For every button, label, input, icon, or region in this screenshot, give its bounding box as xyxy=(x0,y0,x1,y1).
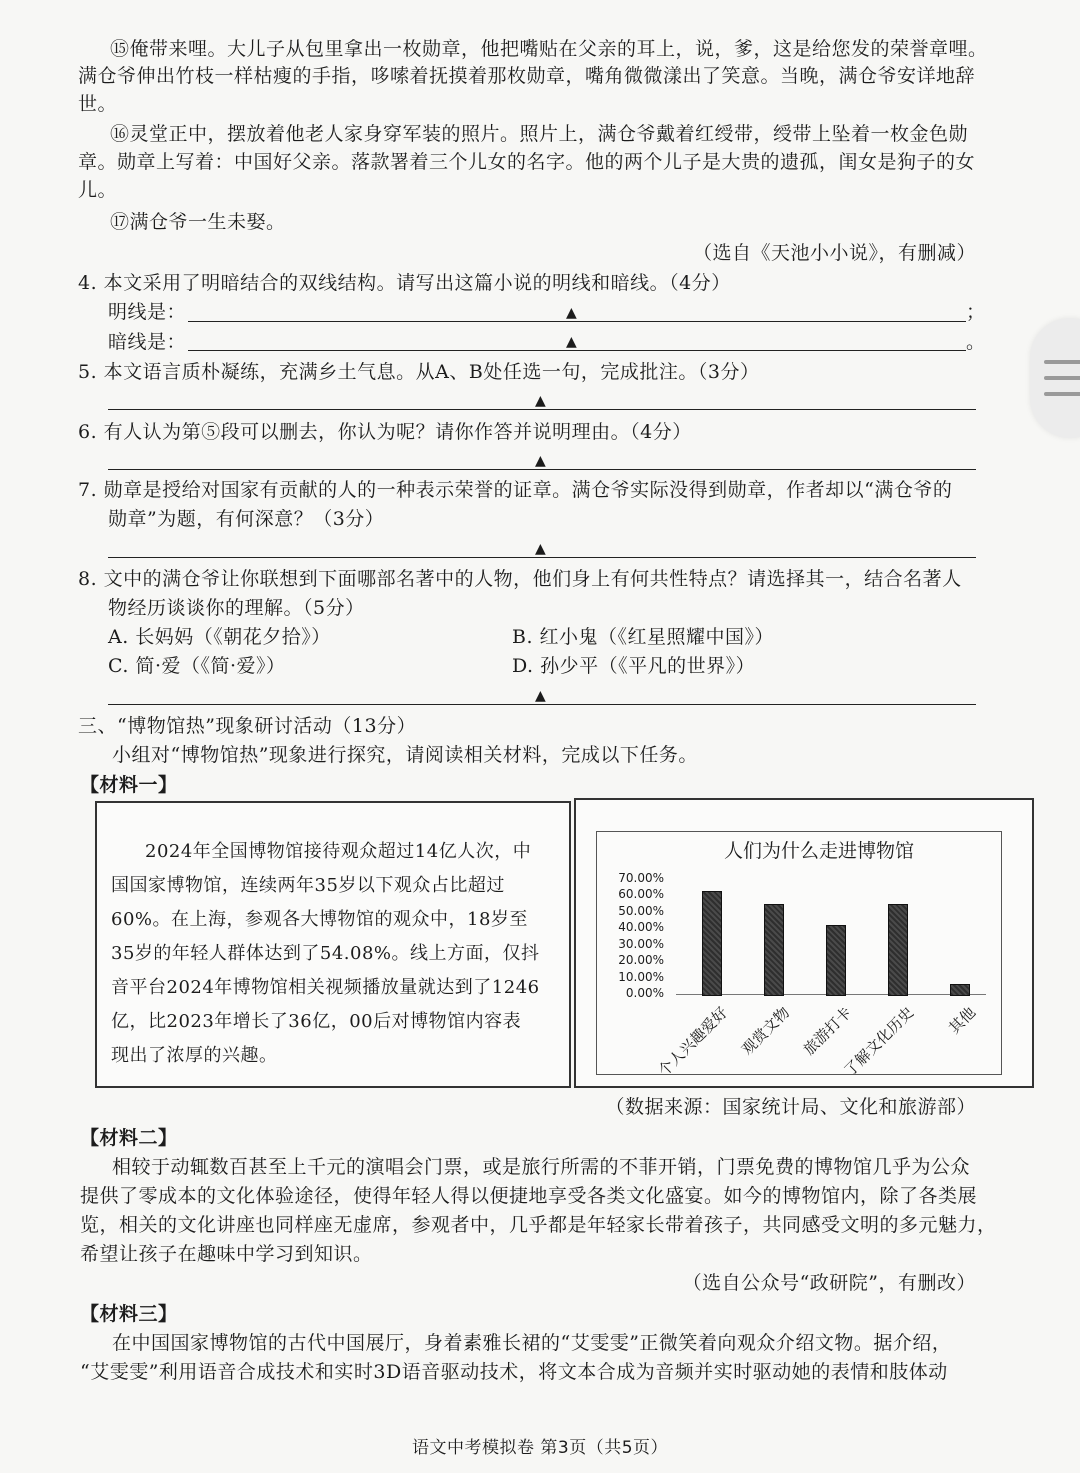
question-4-mingxian-answer-line xyxy=(188,321,966,322)
material-2-line-1: 相较于动辄数百甚至上千元的演唱会门票，或是旅行所需的不菲开销，门票免费的博物馆几乎为公众 xyxy=(112,1156,971,1178)
chart-x-label-2: 观赏文物 xyxy=(737,1003,794,1059)
chart-y-tick: 0.00% xyxy=(625,986,664,1000)
question-8-option-a: A. 长妈妈（《朝花夕拾》） xyxy=(108,626,331,648)
section-3-intro: 小组对“博物馆热”现象进行探究，请阅读相关材料，完成以下任务。 xyxy=(112,744,698,766)
chart-x-label-4: 了解文化历史 xyxy=(840,1003,918,1080)
question-8-option-c: C. 简·爱（《简·爱》） xyxy=(108,655,286,677)
chart-bar-3 xyxy=(826,925,846,996)
question-7-line-2: 勋章”为题，有何深意？（3分） xyxy=(108,508,385,530)
answer-marker: ▲ xyxy=(535,688,546,704)
page-footer: 语文中考模拟卷 第3页（共5页） xyxy=(411,1438,669,1458)
question-4-anxian-label: 暗线是： xyxy=(108,331,187,353)
story-paragraph-15-line-3: 世。 xyxy=(78,93,118,115)
story-paragraph-15-line-2: 满仓爷伸出竹枝一样枯瘦的手指，哆嗦着抚摸着那枚勋章，嘴角微微漾出了笑意。当晚，满仓爷安详地辞 xyxy=(78,65,976,87)
data-source: （数据来源：国家统计局、文化和旅游部） xyxy=(605,1096,976,1118)
question-5: 5. 本文语言质朴凝练，充满乡土气息。从A、B处任选一句，完成批注。（3分） xyxy=(78,361,760,383)
chart-bar-4 xyxy=(888,904,908,996)
material-1-line-4: 35岁的年轻人群体达到了54.08%。线上方面，仅抖 xyxy=(111,943,540,964)
question-8-option-d: D. 孙少平（《平凡的世界》） xyxy=(512,655,756,677)
chart-bar-5 xyxy=(950,984,970,996)
material-2-line-3: 览，相关的文化讲座也同样座无虚席，参观者中，几乎都是年轻家长带着孩子，共同感受文明的多元魅力， xyxy=(80,1214,997,1236)
question-8-line-2: 物经历谈谈你的理解。（5分） xyxy=(108,597,365,619)
question-4-anxian-answer-line xyxy=(188,350,966,351)
question-5-answer-line xyxy=(108,409,976,410)
story-paragraph-16-line-3: 儿。 xyxy=(78,179,118,201)
chart-title: 人们为什么走进博物馆 xyxy=(724,840,915,862)
material-1-line-7: 现出了浓厚的兴趣。 xyxy=(111,1045,278,1066)
chart-bar-2 xyxy=(764,904,784,996)
chart-y-tick: 10.00% xyxy=(618,969,664,984)
chart-bar-1 xyxy=(702,891,722,997)
answer-marker: ▲ xyxy=(566,334,577,350)
answer-marker: ▲ xyxy=(535,541,546,557)
question-4-anxian-end: 。 xyxy=(966,331,986,353)
material-1-text-box xyxy=(95,801,571,1088)
question-8-option-b: B. 红小鬼（《红星照耀中国》） xyxy=(512,626,775,648)
answer-marker: ▲ xyxy=(566,305,577,321)
material-2-source: （选自公众号“政研院”，有删改） xyxy=(682,1272,976,1294)
material-2-line-2: 提供了零成本的文化体验途径，使得年轻人得以便捷地享受各类文化盛宴。如今的博物馆内，除了各类展 xyxy=(80,1185,978,1207)
story-source: （选自《天池小小说》，有删减） xyxy=(692,242,976,264)
material-3-line-1: 在中国国家博物馆的古代中国展厅，身着素雅长裙的“艾雯雯”正微笑着向观众介绍文物。据介绍， xyxy=(112,1332,952,1354)
chart-y-tick: 20.00% xyxy=(618,953,664,968)
chart-x-label-5: 其他 xyxy=(945,1003,980,1038)
question-4-mingxian-label: 明线是： xyxy=(108,301,187,323)
answer-marker: ▲ xyxy=(535,453,546,469)
question-6: 6. 有人认为第⑤段可以删去，你认为呢？请你作答并说明理由。（4分） xyxy=(78,421,692,443)
chart-y-tick: 60.00% xyxy=(618,887,664,902)
question-4: 4. 本文采用了明暗结合的双线结构。请写出这篇小说的明线和暗线。（4分） xyxy=(78,272,731,294)
answer-marker: ▲ xyxy=(535,393,546,409)
question-4-mingxian-end: ； xyxy=(966,301,986,323)
chart-y-tick: 70.00% xyxy=(618,871,664,885)
chart-x-label-1: 个人兴趣爱好 xyxy=(654,1003,732,1080)
question-7-answer-line xyxy=(108,557,976,558)
material-1-label: 【材料一】 xyxy=(80,774,178,796)
question-8-line-1: 8. 文中的满仓爷让你联想到下面哪部名著中的人物，他们身上有何共性特点？请选择其一，结合名著人 xyxy=(78,568,962,590)
material-1-line-6: 亿，比2023年增长了36亿，00后对博物馆内容表 xyxy=(111,1011,522,1032)
story-paragraph-15-line-1: ⑮俺带来哩。大儿子从包里拿出一枚勋章，他把嘴贴在父亲的耳上，说，爹，这是给您发的荣誉章哩。 xyxy=(110,38,988,60)
chart-y-tick: 40.00% xyxy=(618,920,664,935)
side-menu-handle[interactable] xyxy=(1030,318,1080,438)
chart-y-tick: 50.00% xyxy=(618,903,664,918)
material-1-chart-box xyxy=(574,798,1034,1088)
material-1-line-3: 60%。在上海，参观各大博物馆的观众中，18岁至 xyxy=(111,909,528,930)
question-8-answer-line xyxy=(108,704,976,705)
material-2-line-4: 希望让孩子在趣味中学习到知识。 xyxy=(80,1243,373,1265)
material-3-label: 【材料三】 xyxy=(80,1303,178,1325)
material-1-line-5: 音平台2024年博物馆相关视频播放量就达到了1246 xyxy=(111,977,540,998)
material-1-line-1: 2024年全国博物馆接待观众超过14亿人次，中 xyxy=(145,841,532,862)
material-3-line-2: “艾雯雯”利用语音合成技术和实时3D语音驱动技术，将文本合成为音频并实时驱动她的表情和肢体动 xyxy=(80,1361,948,1383)
story-paragraph-17: ⑰满仓爷一生未娶。 xyxy=(110,211,286,233)
chart-plot-area xyxy=(576,800,1032,1086)
story-paragraph-16-line-1: ⑯灵堂正中，摆放着他老人家身穿军装的照片。照片上，满仓爷戴着红绶带，绶带上坠着一枚金色勋 xyxy=(110,123,969,145)
chart-y-tick: 30.00% xyxy=(618,936,664,951)
chart-x-label-3: 旅游打卡 xyxy=(799,1003,856,1059)
story-paragraph-16-line-2: 章。勋章上写着：中国好父亲。落款署着三个儿女的名字。他的两个儿子是大贵的遗孤，闺女是狗子的女 xyxy=(78,151,976,173)
material-2-label: 【材料二】 xyxy=(80,1127,178,1149)
material-1-line-2: 国国家博物馆，连续两年35岁以下观众占比超过 xyxy=(111,875,505,896)
question-7-line-1: 7. 勋章是授给对国家有贡献的人的一种表示荣誉的证章。满仓爷实际没得到勋章，作者却以“满仓爷的 xyxy=(78,479,953,501)
section-3-heading: 三、“博物馆热”现象研讨活动（13分） xyxy=(78,715,417,737)
question-6-answer-line xyxy=(108,469,976,470)
